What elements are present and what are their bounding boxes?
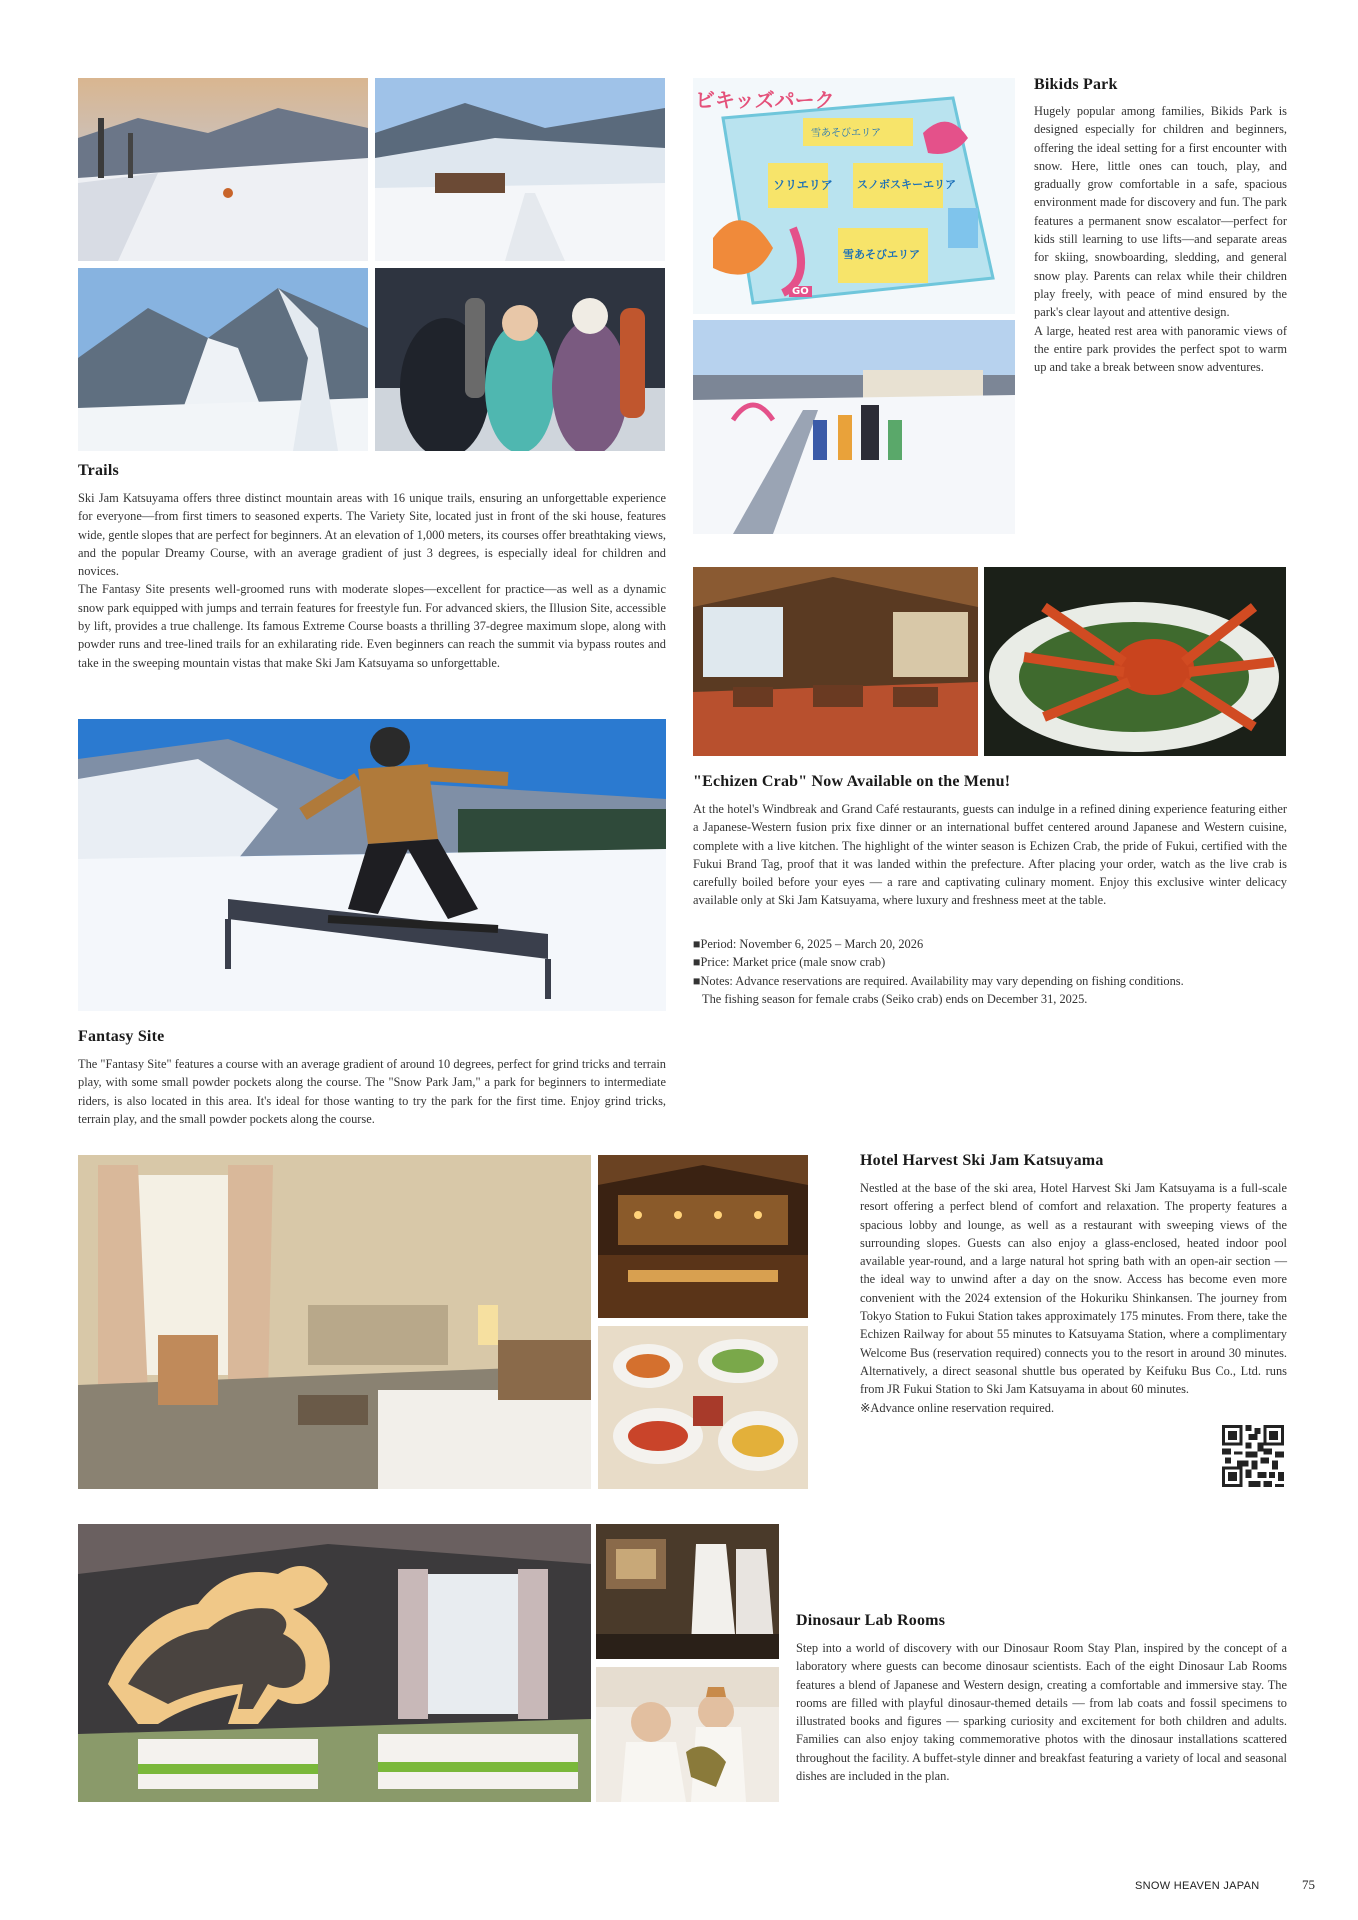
crab-body: At the hotel's Windbreak and Grand Café restaurants, guests can indulge in a refined dining experience featuring either a Japanese-Western fusion prix fixe dinner or an international buffet centered around Japanese and Western cuisine, complete with a live kitchen. The highlight of the winter season is Echizen Crab, the pride of Fukui, certified with the Fukui Brand Tag, proof that it was landed within the prefecture. After placing your order, watch as the live crab is carefully boiled before your eyes — a rare and captivating culinary moment. Enjoy this exclusive winter delicacy available only at Ski Jam Katsuyama, where luxury and freshness meet at the table. (693, 802, 1287, 908)
photo-lab-coats (596, 1524, 779, 1659)
bikids-paragraph: Hugely popular among families, Bikids Park is designed especially for children and beginners, offering the ideal setting for a first encounter with snow. Here, little ones can touch, play, and gradually grow comfortable in a safe, spacious environment made for discovery and fun. The park features a permanent snow escalator—perfect for kids still learning to use lifts—and separate areas for skiing, snowboarding, sledding, and general snow play. Parents can relax while their children play freely, with peace of mind ensured by the park's clear layout and attentive design. (1034, 104, 1287, 320)
hotel-heading: Hotel Harvest Ski Jam Katsuyama (860, 1152, 1104, 1169)
map-title: ビキッズパーク (695, 88, 835, 112)
map-area-snowski: スノボスキーエリア (857, 178, 956, 191)
photo-snowboarder-rail (78, 719, 666, 1011)
photo-buffet-dishes (598, 1326, 808, 1489)
bikids-body (1034, 102, 1287, 376)
crab-notes-continued: The fishing season for female crabs (Seiko crab) ends on December 31, 2025. (702, 991, 1088, 1006)
crab-heading: "Echizen Crab" Now Available on the Menu! (693, 773, 1011, 790)
photo-mountain-runs (78, 268, 368, 451)
hotel-paragraph: Nestled at the base of the ski area, Hotel Harvest Ski Jam Katsuyama is a full-scale resort offering a perfect blend of comfort and relaxation. The property features a spacious lobby and lounge, as well as a restaurant with sweeping views of the surrounding slopes. Guests can also enjoy a glass-enclosed, heated indoor pool available year-round, and a large natural hot spring bath with an open-air section — the ideal way to unwind after a day on the snow. Access has become even more convenient with the 2024 extension of the Hokuriku Shinkansen. The journey from Tokyo Station to Fukui Station takes approximately 175 minutes. From there, take the Echizen Railway for about 55 minutes to Katsuyama Station, where a complimentary Welcome Bus (reservation required) connects you to the resort in around 30 minutes. Alternatively, a direct seasonal shuttle bus operated by Keifuku Bus Co., Ltd. runs from JR Fukui Station to Ski Jam Katsuyama in about 60 minutes. (860, 1181, 1287, 1397)
map-area-bottom: 雪あそびエリア (843, 248, 920, 261)
photo-snowboarders-group (375, 268, 665, 451)
photo-bikids-park-map (693, 78, 1015, 314)
trails-heading: Trails (78, 462, 119, 479)
photo-restaurant-interior (693, 567, 978, 756)
hotel-body (860, 1179, 1287, 1417)
footer-brand: SNOW HEAVEN JAPAN (1135, 1880, 1260, 1892)
photo-family-dinosaur (596, 1667, 779, 1802)
fantasy-heading: Fantasy Site (78, 1028, 165, 1045)
bikids-paragraph: A large, heated rest area with panoramic views of the entire park provides the perfect spot to warm up and take a break between snow adventures. (1034, 323, 1287, 375)
map-go-label: GO (789, 286, 812, 297)
qr-code[interactable] (1222, 1425, 1284, 1487)
hotel-note: ※Advance online reservation required. (860, 1400, 1055, 1415)
trails-body (78, 489, 666, 672)
fantasy-body: The "Fantasy Site" features a course with an average gradient of around 10 degrees, perfect for grind tricks and terrain play, with some small powder pockets along the course. The "Snow Park Jam," a park for beginners to intermediate riders, is also located in this area. It's ideal for those wanting to try the park for the first time. Enjoy grind tricks, terrain play, and the small powder pockets along the course. (78, 1057, 666, 1126)
photo-hotel-pool-night (598, 1155, 808, 1318)
crab-notes: ■Notes: Advance reservations are required. Availability may vary depending on fishing conditions. (693, 973, 1184, 988)
page-number: 75 (1302, 1877, 1315, 1892)
photo-dinosaur-room (78, 1524, 591, 1802)
bikids-heading: Bikids Park (1034, 76, 1118, 93)
crab-details (693, 935, 1287, 1008)
photo-hotel-room (78, 1155, 591, 1489)
map-area-top: 雪あそびエリア (811, 128, 881, 139)
dino-heading: Dinosaur Lab Rooms (796, 1612, 946, 1629)
dino-body: Step into a world of discovery with our Dinosaur Room Stay Plan, inspired by the concept of a laboratory where guests can become dinosaur scientists. Each of the eight Dinosaur Lab Rooms features a blend of Japanese and Western design, creating a comfortable and immersive stay. The rooms are filled with playful dinosaur-themed details — from lab coats and fossil specimens to illustrated books and figures — sparking curiosity and excitement for both children and adults. Families can also enjoy taking commemorative photos with the dinosaur installations scattered throughout the facility. A buffet-style dinner and breakfast featuring a variety of local and seasonal dishes are included in the plan. (796, 1641, 1287, 1784)
crab-period: ■Period: November 6, 2025 – March 20, 2026 (693, 937, 924, 951)
crab-price: ■Price: Market price (male snow crab) (693, 955, 886, 970)
photo-kids-snow-escalator (693, 320, 1015, 534)
photo-groomed-slope (375, 78, 665, 261)
map-area-sled: ソリエリア (773, 178, 833, 192)
photo-sunset-skier (78, 78, 368, 261)
photo-echizen-crab (984, 567, 1286, 756)
trails-paragraph: Ski Jam Katsuyama offers three distinct mountain areas with 16 unique trails, ensuring an unforgettable experience for everyone—from first timers to seasoned experts. The Variety Site, located just in front of the ski house, features wide, gentle slopes that are perfect for beginners. At an elevation of 1,000 meters, its courses offer breathtaking views, and the popular Dreamy Course, with an average gradient of just 3 degrees, is especially ideal for children and novices. (78, 491, 666, 579)
trails-paragraph: The Fantasy Site presents well-groomed runs with moderate slopes—excellent for practice—as well as a dynamic snow park equipped with jumps and terrain features for freestyle fun. For advanced skiers, the Illusion Site, accessible by lift, provides a true challenge. Its famous Extreme Course boasts a thrilling 37-degree maximum slope, along with powder runs and tree-lined trails for an exhilarating ride. Even beginners can reach the summit via bypass routes and take in the sweeping mountain vistas that make Ski Jam Katsuyama so unforgettable. (78, 582, 666, 670)
